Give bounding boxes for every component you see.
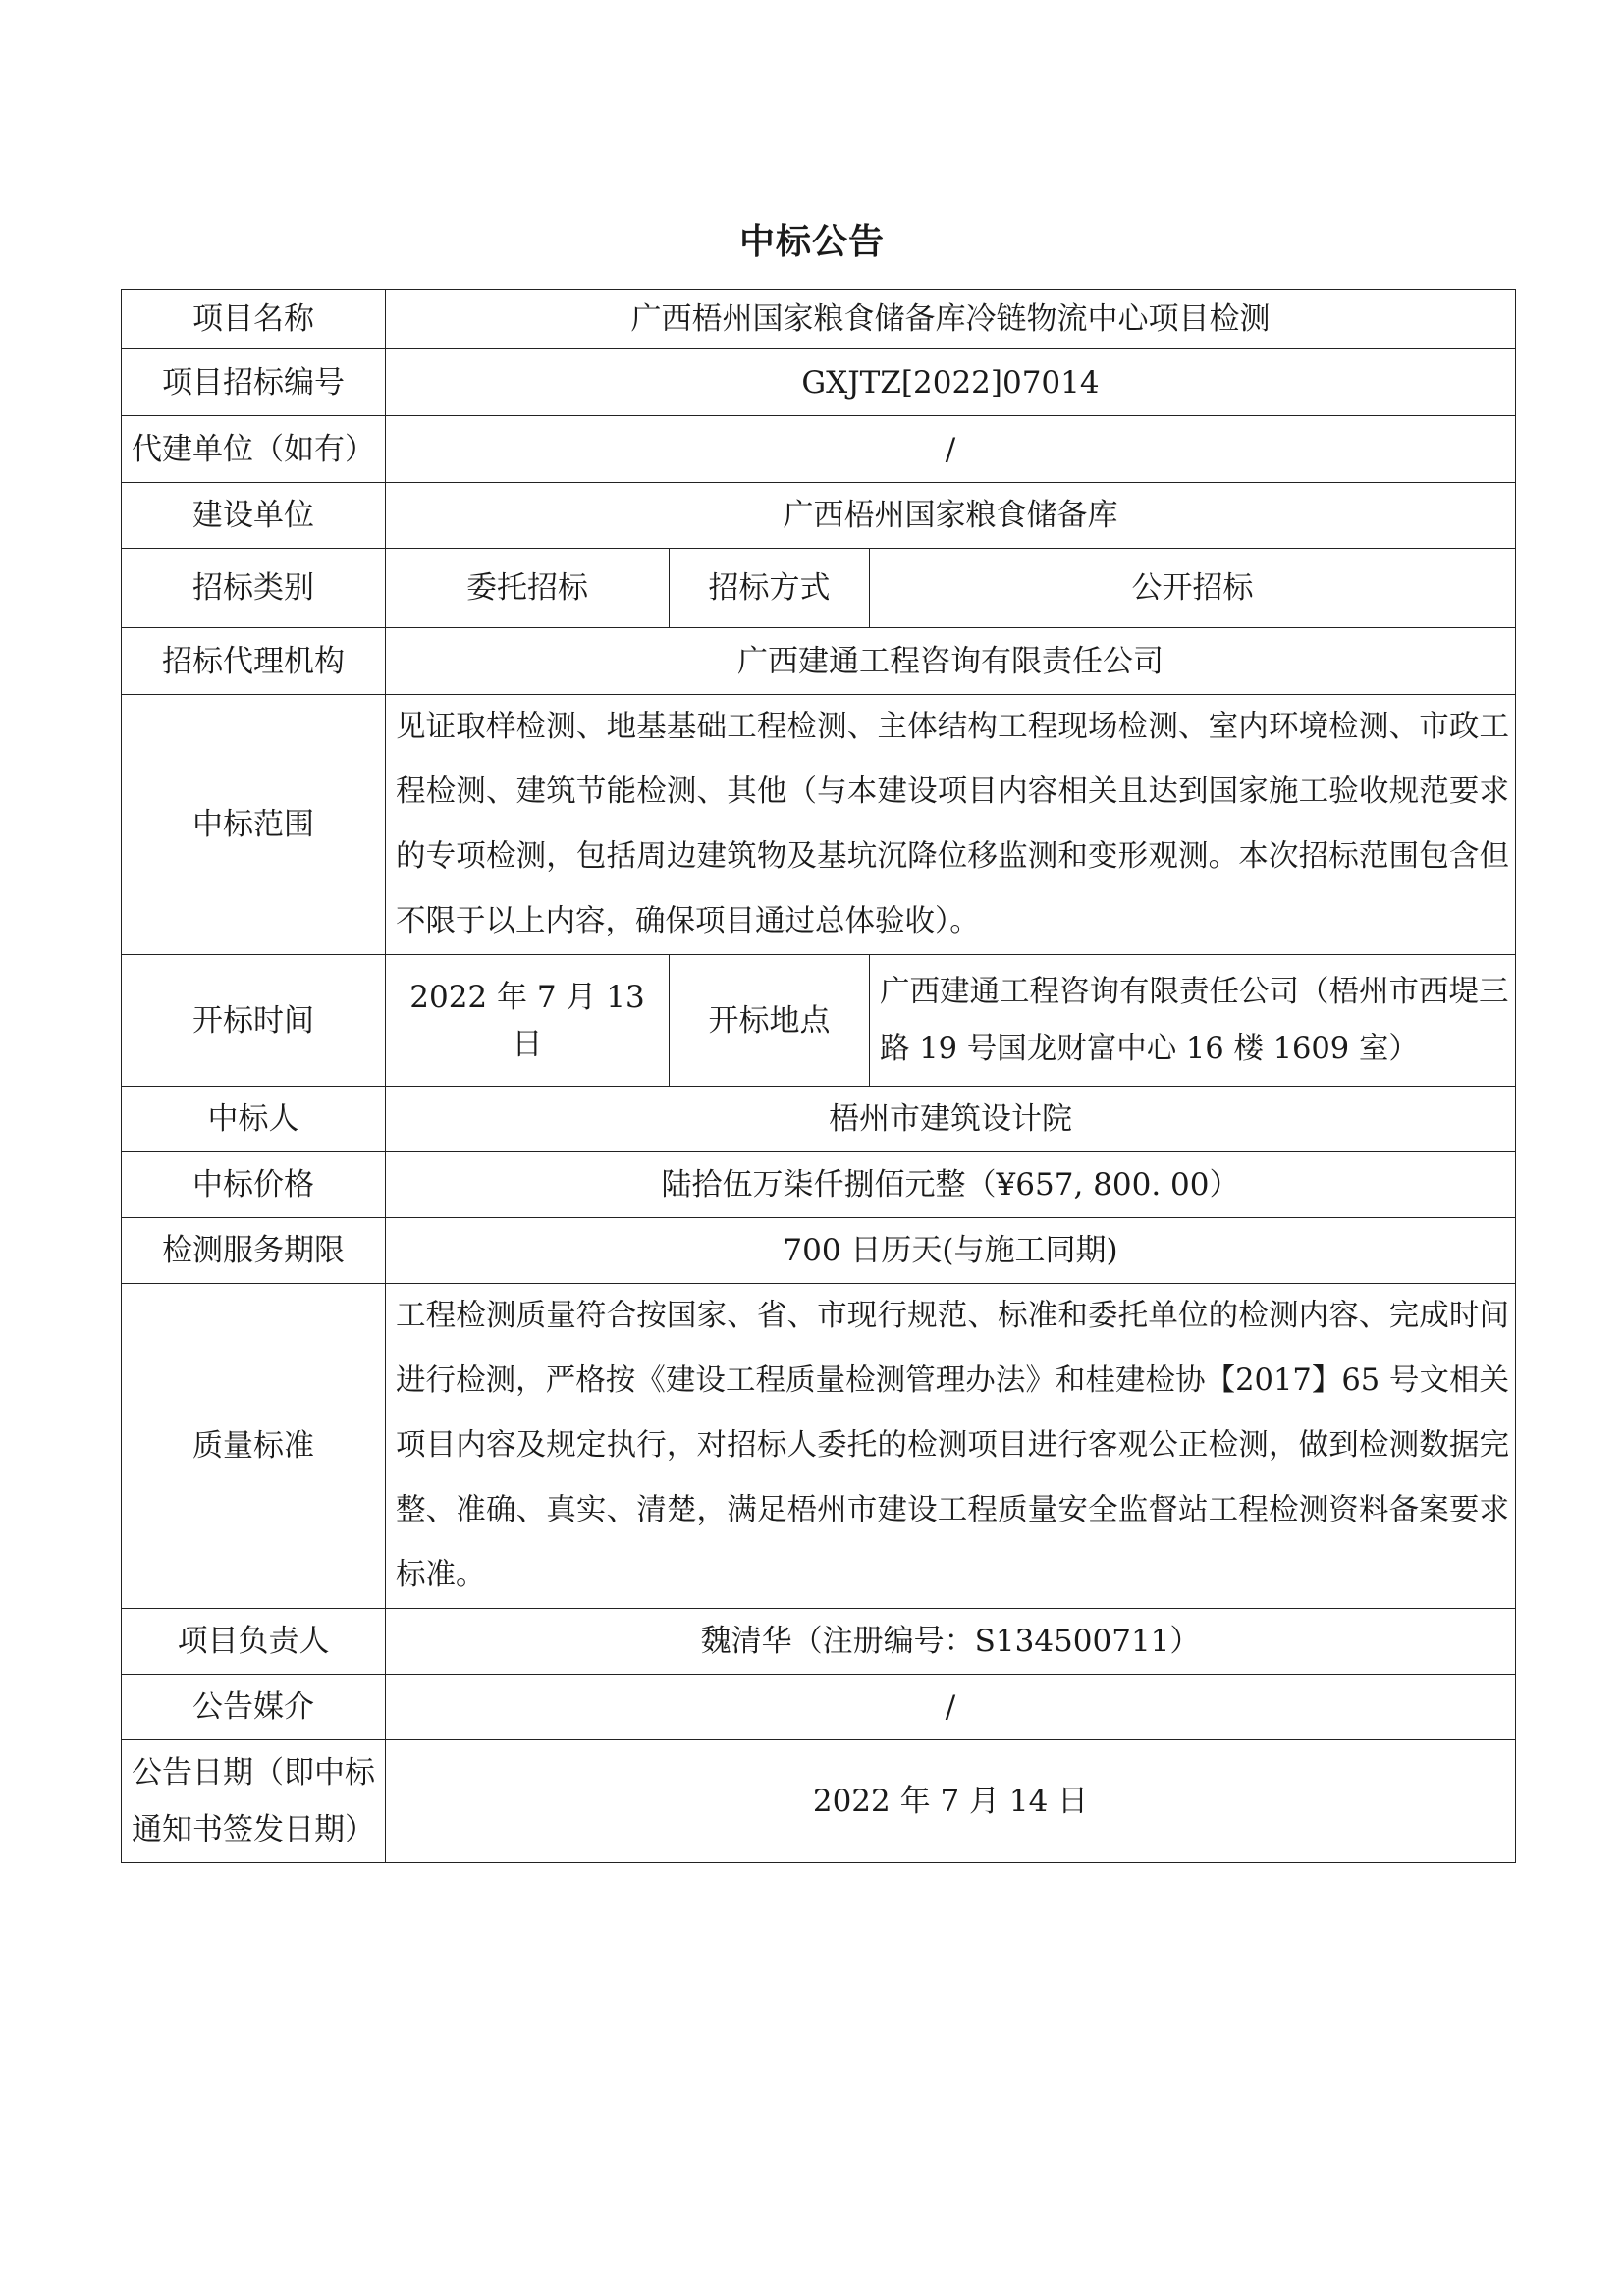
row-bid-category	[122, 549, 1516, 628]
row-bid-number	[122, 349, 1516, 416]
row-notice-date	[122, 1740, 1516, 1863]
project-name-value: 广西梧州国家粮食储备库冷链物流中心项目检测	[386, 290, 1516, 349]
award-notice-table	[121, 289, 1516, 1863]
row-construction-unit	[122, 483, 1516, 549]
opening-place-value: 广西建通工程咨询有限责任公司（梧州市西堤三路 19 号国龙财富中心 16 楼 1609 室）	[870, 955, 1516, 1087]
construction-unit-value: 广西梧州国家粮食储备库	[386, 483, 1516, 549]
scope-label: 中标范围	[122, 695, 386, 955]
row-scope	[122, 695, 1516, 955]
project-name-label: 项目名称	[122, 290, 386, 349]
bid-number-label: 项目招标编号	[122, 349, 386, 416]
agent-builder-label: 代建单位（如有）	[122, 416, 386, 483]
row-agent-builder	[122, 416, 1516, 483]
row-winner	[122, 1087, 1516, 1152]
row-agency	[122, 628, 1516, 695]
quality-label: 质量标准	[122, 1284, 386, 1609]
price-value: 陆拾伍万柒仟捌佰元整（¥657, 800. 00）	[386, 1152, 1516, 1218]
notice-date-label: 公告日期（即中标通知书签发日期）	[122, 1740, 386, 1863]
winner-label: 中标人	[122, 1087, 386, 1152]
row-price	[122, 1152, 1516, 1218]
row-quality	[122, 1284, 1516, 1609]
media-value: /	[386, 1675, 1516, 1740]
row-service-period	[122, 1218, 1516, 1284]
bid-category-value: 委托招标	[386, 549, 670, 628]
row-project-name	[122, 290, 1516, 349]
manager-label: 项目负责人	[122, 1609, 386, 1675]
media-label: 公告媒介	[122, 1675, 386, 1740]
row-media	[122, 1675, 1516, 1740]
scope-value: 见证取样检测、地基基础工程检测、主体结构工程现场检测、室内环境检测、市政工程检测、建筑节能检测、其他（与本建设项目内容相关且达到国家施工验收规范要求的专项检测，包括周边建筑物及基坑沉降位移监测和变形观测。本次招标范围包含但不限于以上内容，确保项目通过总体验收）。	[386, 695, 1516, 955]
bid-category-label: 招标类别	[122, 549, 386, 628]
service-period-label: 检测服务期限	[122, 1218, 386, 1284]
opening-place-label: 开标地点	[670, 955, 870, 1087]
price-label: 中标价格	[122, 1152, 386, 1218]
bid-method-value: 公开招标	[870, 549, 1516, 628]
winner-value: 梧州市建筑设计院	[386, 1087, 1516, 1152]
bid-method-label: 招标方式	[670, 549, 870, 628]
notice-date-value: 2022 年 7 月 14 日	[386, 1740, 1516, 1863]
opening-time-label: 开标时间	[122, 955, 386, 1087]
quality-value: 工程检测质量符合按国家、省、市现行规范、标准和委托单位的检测内容、完成时间进行检测，严格按《建设工程质量检测管理办法》和桂建检协【2017】65 号文相关项目内容及规定执行，对招标人委托的检测项目进行客观公正检测，做到检测数据完整、准确、真实、清楚，满足梧州市建设工程质量安全监督站工程检测资料备案要求标准。	[386, 1284, 1516, 1609]
service-period-value: 700 日历天(与施工同期)	[386, 1218, 1516, 1284]
agency-label: 招标代理机构	[122, 628, 386, 695]
construction-unit-label: 建设单位	[122, 483, 386, 549]
manager-value: 魏清华（注册编号：S134500711）	[386, 1609, 1516, 1675]
page-title: 中标公告	[738, 222, 885, 262]
bid-number-value: GXJTZ[2022]07014	[386, 349, 1516, 416]
row-opening	[122, 955, 1516, 1087]
opening-time-value: 2022 年 7 月 13 日	[386, 955, 670, 1087]
agent-builder-value: /	[386, 416, 1516, 483]
agency-value: 广西建通工程咨询有限责任公司	[386, 628, 1516, 695]
row-manager	[122, 1609, 1516, 1675]
